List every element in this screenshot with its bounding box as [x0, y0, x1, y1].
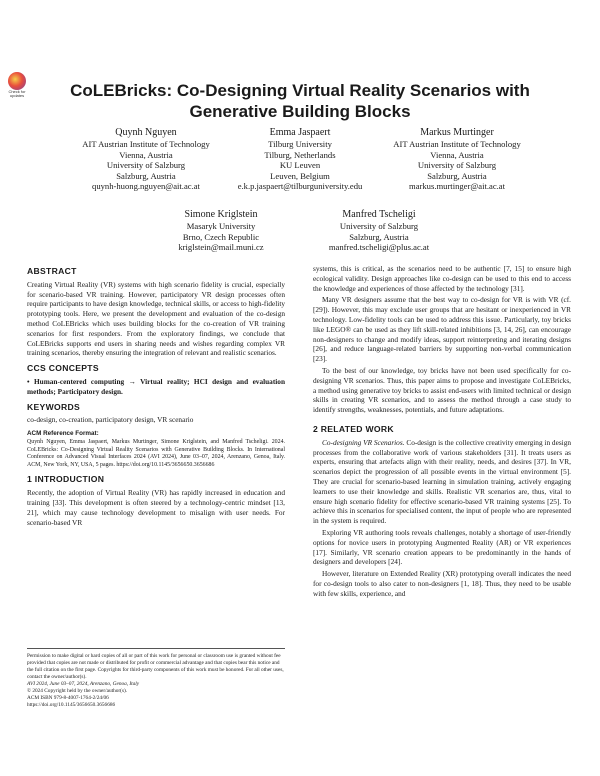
author-affiliation: Tilburg, Netherlands: [264, 149, 336, 160]
left-column: [27, 264, 285, 529]
copyright-footnote: [27, 648, 285, 709]
author-affiliation: KU Leuven: [279, 160, 321, 170]
body-paragraph: However, literature on Extended Reality (XR) prototyping overall indicates the need for co-design tools to also cater to non-designers [1, 18]. Thus, they need to be usable with few skills, experience, and: [313, 569, 571, 598]
conference-line: AVI 2024, June 03–07, 2024, Arenzano, Genoa, Italy: [27, 681, 140, 687]
author-block: [56, 127, 236, 192]
author-affiliation: Vienna, Austria: [119, 149, 173, 160]
author-block: [367, 127, 547, 192]
author-email[interactable]: quynh-huong.nguyen@ait.ac.at: [92, 181, 200, 191]
author-email[interactable]: kriglstein@mail.muni.cz: [178, 242, 264, 252]
isbn-line: ACM ISBN 979-8-4007-1764-2/24/06: [27, 695, 109, 701]
title-line-2: Generative Building Blocks: [189, 102, 411, 121]
reference-text: Quynh Nguyen, Emma Jaspaert, Markus Murtinger, Simone Kriglstein, and Manfred Tscheligi. 2024. CoLEBricks: Co-Designing Virtual Reality Scenarios with Generative Building Blocks. In International Conference on Advanced Visual Interfaces 2024 (AVI 2024), June 03–07, 2024, Arenzano, Genoa, Italy. ACM, New York, NY, USA, 5 pages. https://doi.org/10.1145/3656650.3656686: [27, 438, 285, 468]
related-work-heading: 2 RELATED WORK: [313, 423, 394, 434]
abstract-heading: ABSTRACT: [27, 266, 77, 276]
check-for-updates-badge[interactable]: [6, 72, 28, 100]
permission-text: Permission to make digital or hard copies of all or part of this work for personal or classroom use is granted without fee provided that copies are not made or distributed for profit or commercial advantage and that copies bear this notice and the full citation on the first page. Copyrights for third-party components of this work must be honored. For all other uses, contact the owner/author(s).: [27, 653, 284, 680]
ccs-heading: CCS CONCEPTS: [27, 363, 99, 374]
keywords-text: co-design, co-creation, participatory design, VR scenario: [27, 415, 194, 425]
author-email[interactable]: e.k.p.jaspaert@tilburguniversity.edu: [237, 181, 363, 191]
body-paragraph: Exploring VR authoring tools reveals challenges, notably a shortage of user-friendly options for novice users in prototyping Augmented Reality (AR) or VR experiences [17]. Similarly, VR scenario creation appears to be predominantly in the hands of designers and developers [24].: [313, 527, 571, 567]
author-email[interactable]: manfred.tscheligi@plus.ac.at: [328, 242, 430, 252]
subsection-lead: Co-designing VR Scenarios.: [322, 437, 405, 447]
keywords-heading: KEYWORDS: [27, 401, 81, 412]
author-block: [131, 209, 311, 253]
author-affiliation: Vienna, Austria: [430, 149, 484, 160]
title-line-1: CoLEBricks: Co-Designing Virtual Reality Scenarios with: [70, 81, 530, 100]
author-affiliation: University of Salzburg: [339, 221, 419, 231]
reference-heading: ACM Reference Format:: [27, 430, 99, 438]
author-affiliation: Salzburg, Austria: [427, 170, 487, 181]
ccs-text: • Human-centered computing → Virtual reality; HCI design and evaluation methods; Participatory design.: [27, 376, 285, 396]
right-column: [313, 264, 571, 601]
intro-heading: 1 INTRODUCTION: [27, 474, 105, 485]
badge-label: Check for updates: [8, 89, 26, 98]
author-name: Markus Murtinger: [420, 127, 494, 138]
body-paragraph: To the best of our knowledge, toy bricks have not been used specifically for co-designing VR scenarios. Thus, this paper aims to propose and investigate CoLEBricks, a method using generative toy bricks to assist end-users with limited technical or design skills in creating VR scenarios, and to assess the method through a case study to identify strengths, weaknesses, potentials, and future adaptations.: [313, 365, 571, 415]
abstract-text: Creating Virtual Reality (VR) systems with high scenario fidelity is crucial, especially for scenario-based VR training. However, participatory VR design processes often require participants to have design knowledge, technical skills, or access to high-fidelity prototyping tools. Here, we present the development and evaluation of the co-design method CoLEBricks which uses building blocks for the co-creation of VR training scenarios for first responders. From the exploratory findings, we conclude that CoLEBricks supports end users in sharing needs and wishes regarding complex VR training scenarios, thereby ensuring the integration of relevant and realistic scenarios.: [27, 279, 285, 358]
author-email[interactable]: markus.murtinger@ait.ac.at: [409, 181, 505, 191]
author-block: [210, 127, 390, 192]
copyright-line: © 2024 Copyright held by the owner/author(s).: [27, 688, 128, 694]
author-affiliation: AIT Austrian Institute of Technology: [393, 139, 521, 149]
author-name: Emma Jaspaert: [269, 127, 331, 138]
author-affiliation: University of Salzburg: [106, 160, 186, 170]
body-paragraph: systems, this is critical, as the scenarios need to be authentic [7, 15] to ensure high ecological validity. Design approaches like co-design can be used to this end to access the knowledge and experiences of those affected by the technology [31].: [313, 264, 571, 293]
author-block: [289, 209, 469, 253]
author-affiliation: Leuven, Belgium: [270, 170, 330, 181]
author-affiliation: University of Salzburg: [417, 160, 497, 170]
author-name: Quynh Nguyen: [115, 127, 177, 138]
paper-title: [40, 80, 560, 122]
paragraph-text: Co-design is the collective creativity emerging in design processes from the collaborative work of various stakeholders [31]. It treats users as experts, ensuring that artefacts align with their reality, needs, and desires [37]. In VR, scenarios depict the progression of all possible events in the virtual environment [5]. They are crucial for scenario-based learning in simulation training, actively engaging learners to use their knowledge and skills. Realistic VR scenarios are, thus, vital to ensure high scenario fidelity for effective scenario-based VR training systems [25]. To achieve this in scenarios for specialised content, the input of people who are represented in the system is required.: [313, 437, 571, 526]
author-affiliation: Masaryk University: [186, 221, 256, 231]
doi-link[interactable]: https://doi.org/10.1145/3656650.3656686: [27, 702, 116, 708]
author-affiliation: Brno, Czech Republic: [182, 231, 260, 242]
author-affiliation: Tilburg University: [268, 139, 332, 149]
body-paragraph: [313, 438, 571, 526]
author-affiliation: AIT Austrian Institute of Technology: [82, 139, 210, 149]
author-affiliation: Salzburg, Austria: [349, 231, 409, 242]
author-name: Manfred Tscheligi: [342, 209, 416, 220]
update-icon: [8, 72, 26, 90]
intro-text: Recently, the adoption of Virtual Reality (VR) has rapidly increased in education and training [33]. This development is often steered by a technology-centric mindset [13, 21], which may cause technology development to misalign with user needs. For scenario-based VR: [27, 488, 285, 527]
author-affiliation: Salzburg, Austria: [116, 170, 176, 181]
body-paragraph: Many VR designers assume that the best way to co-design for VR is with VR (cf. [29]). However, this may exclude user groups that are hesitant or inexperienced in VR technology. Low-fidelity tools can be used to address this issue. Particularly, toy bricks like LEGO® can be used as they lift skill-related inhibitions [3, 14, 26], can encourage non-designers to change and modify ideas, support reinterpreting and iterating designs [26], and reduce language-related barriers by supporting non-verbal communication [23].: [313, 295, 571, 364]
author-name: Simone Kriglstein: [184, 209, 258, 220]
